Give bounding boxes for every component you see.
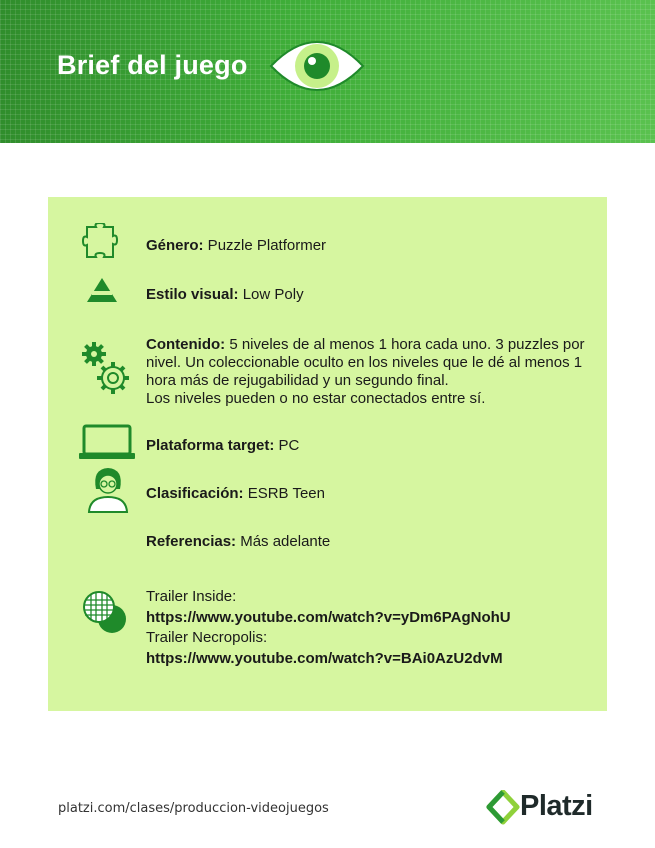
clasificacion-label: Clasificación:	[146, 485, 244, 502]
platzi-logo-icon	[486, 790, 520, 826]
page-title: Brief del juego	[57, 50, 248, 80]
contenido-row	[146, 336, 586, 408]
plataforma-row	[146, 437, 586, 455]
genero-row	[146, 237, 586, 255]
referencias-label: Referencias:	[146, 533, 237, 550]
estilo-value: Low Poly	[238, 286, 304, 303]
genero-value: Puzzle Platformer	[203, 237, 327, 254]
trailer-inside-link[interactable]: https://www.youtube.com/watch?v=yDm6PAgNohU	[146, 608, 511, 626]
triangle-layers-icon	[86, 277, 118, 303]
referencias-row	[146, 533, 586, 551]
grid-sphere-icon	[82, 591, 128, 635]
footer-url[interactable]: platzi.com/clases/produccion-videojuegos	[58, 801, 329, 816]
genero-label: Género:	[146, 237, 204, 254]
estilo-row	[146, 286, 586, 304]
plataforma-label: Plataforma target:	[146, 437, 275, 454]
person-glasses-icon	[86, 465, 130, 513]
trailer-inside-label: Trailer Inside:	[146, 588, 237, 605]
header-banner	[0, 0, 655, 143]
laptop-icon	[78, 424, 136, 460]
puzzle-piece-icon	[82, 223, 124, 261]
referencias-value: Más adelante	[236, 533, 331, 550]
clasificacion-value: ESRB Teen	[243, 485, 325, 502]
eye-icon	[268, 36, 366, 96]
clasificacion-row	[146, 485, 586, 503]
platzi-brand: Platzi	[520, 790, 593, 822]
gears-icon	[80, 340, 132, 396]
plataforma-value: PC	[274, 437, 300, 454]
contenido-label: Contenido:	[146, 336, 226, 353]
trailer-necropolis-link[interactable]: https://www.youtube.com/watch?v=BAi0AzU2dvM	[146, 649, 503, 667]
contenido-value-2: Los niveles pueden o no estar conectados entre sí.	[146, 390, 486, 407]
brief-card	[48, 197, 607, 711]
trailers-list	[146, 587, 511, 669]
estilo-label: Estilo visual:	[146, 286, 239, 303]
trailer-necropolis-label: Trailer Necropolis:	[146, 629, 268, 646]
contenido-value: 5 niveles de al menos 1 hora cada uno. 3 puzzles por nivel. Un coleccionable oculto en los niveles que le dé al menos 1 hora más de rejugabilidad y un segundo final.	[146, 336, 585, 389]
